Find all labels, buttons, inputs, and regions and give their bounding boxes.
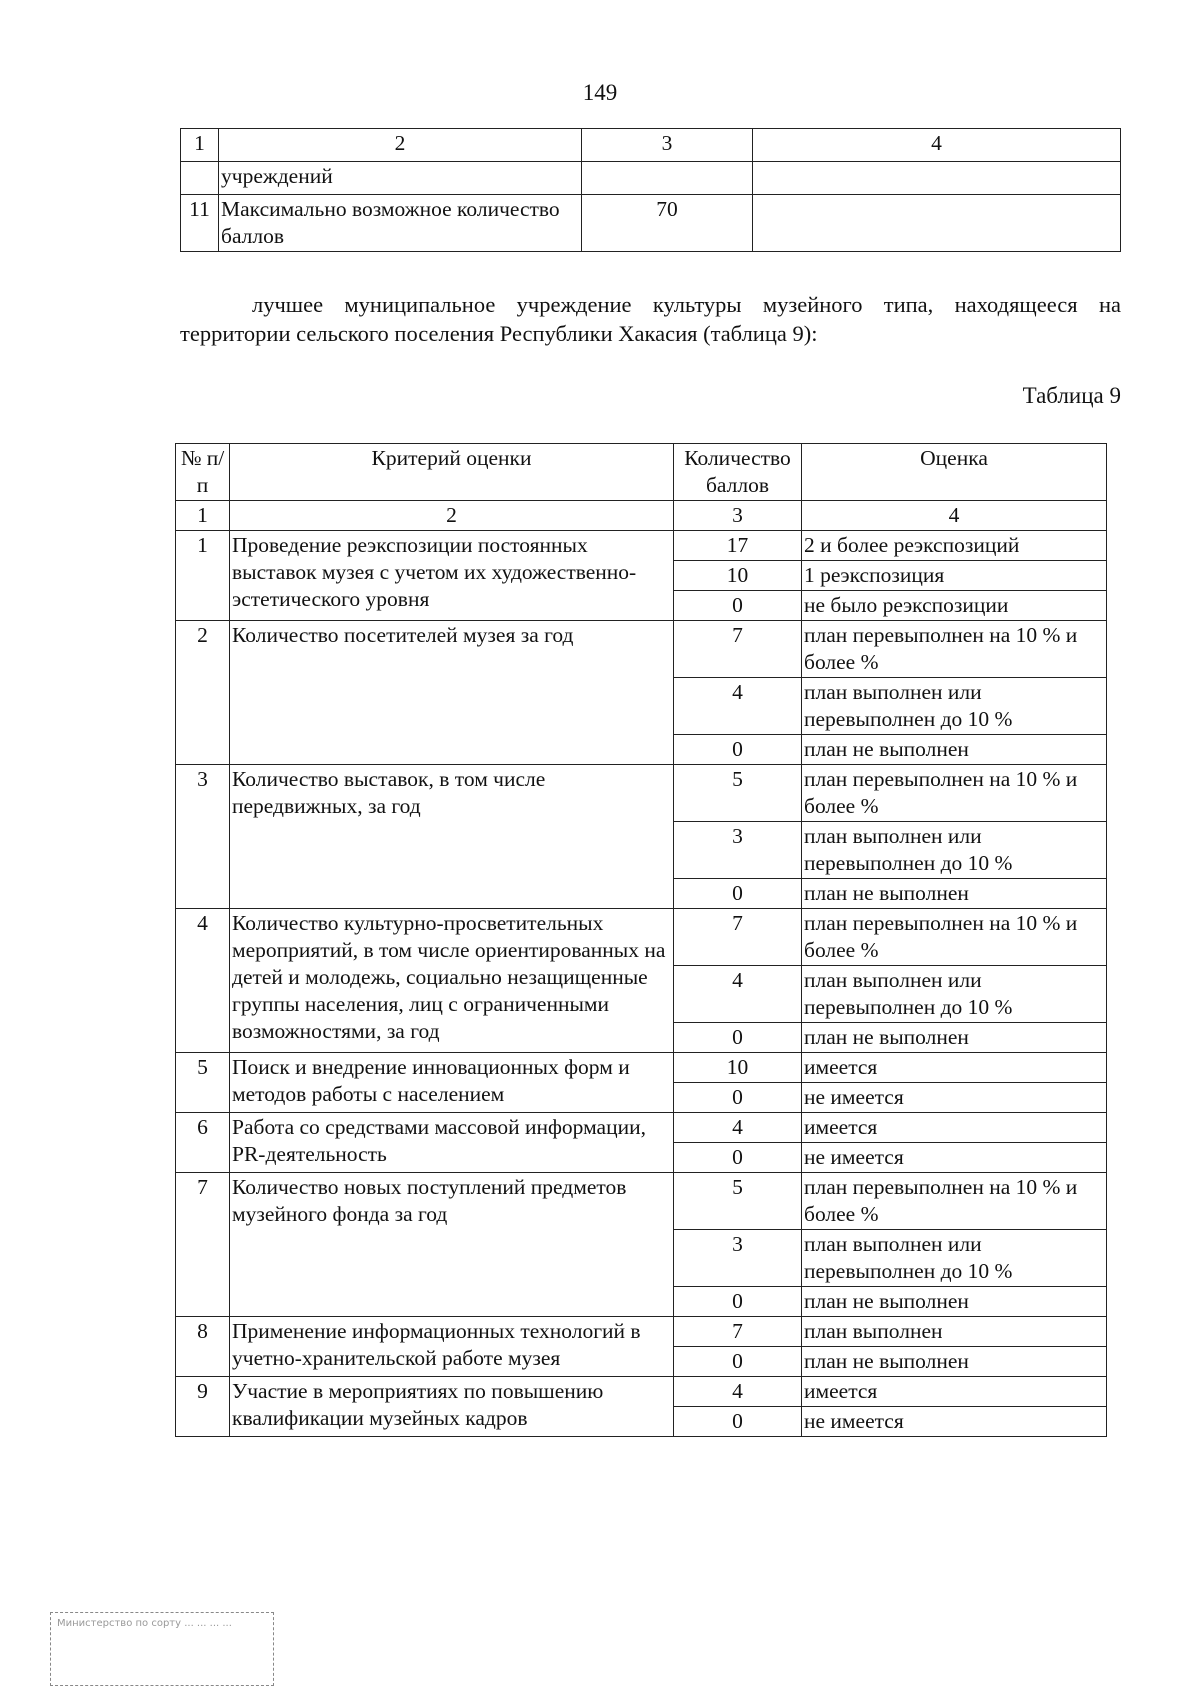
table-row <box>181 195 1121 252</box>
table-header-row <box>176 444 1107 501</box>
table-header-row <box>181 129 1121 162</box>
row-number: 9 <box>176 1377 230 1437</box>
table-row <box>176 621 1107 678</box>
row-number: 2 <box>176 621 230 765</box>
header-points: Количество баллов <box>674 444 802 501</box>
column-number: 4 <box>753 129 1121 162</box>
row-number: 3 <box>176 765 230 909</box>
column-number: 1 <box>181 129 219 162</box>
evaluation-cell: не имеется <box>802 1143 1107 1173</box>
evaluation-cell: не имеется <box>802 1083 1107 1113</box>
points-cell: 0 <box>674 735 802 765</box>
points-cell: 7 <box>674 621 802 678</box>
evaluation-cell: план выполнен или перевыполнен до 10 % <box>802 678 1107 735</box>
table-label: Таблица 9 <box>1022 383 1121 408</box>
points-cell: 5 <box>674 1173 802 1230</box>
header-num: № п/п <box>176 444 230 501</box>
row-number: 7 <box>176 1173 230 1317</box>
table-9-body <box>176 531 1107 1437</box>
points-cell <box>582 162 753 195</box>
evaluation-cell: не имеется <box>802 1407 1107 1437</box>
criterion-cell: Применение информационных технологий в учетно-хранительской работе музея <box>230 1317 674 1377</box>
row-number: 8 <box>176 1317 230 1377</box>
criterion-cell: Максимально возможное количество баллов <box>219 195 582 252</box>
row-number <box>181 162 219 195</box>
points-cell: 4 <box>674 1377 802 1407</box>
criterion-cell: Работа со средствами массовой информации, PR-деятельность <box>230 1113 674 1173</box>
evaluation-cell: план выполнен или перевыполнен до 10 % <box>802 822 1107 879</box>
criterion-cell: Проведение реэкспозиции постоянных выставок музея с учетом их художественно-эстетического уровня <box>230 531 674 621</box>
column-numbers-row <box>176 501 1107 531</box>
criterion-cell: Поиск и внедрение инновационных форм и методов работы с населением <box>230 1053 674 1113</box>
points-cell: 17 <box>674 531 802 561</box>
points-cell: 0 <box>674 1407 802 1437</box>
evaluation-cell: план выполнен <box>802 1317 1107 1347</box>
points-cell: 4 <box>674 678 802 735</box>
evaluation-cell: план не выполнен <box>802 879 1107 909</box>
evaluation-cell: не было реэкспозиции <box>802 591 1107 621</box>
points-cell: 10 <box>674 1053 802 1083</box>
row-number: 1 <box>176 531 230 621</box>
points-cell: 5 <box>674 765 802 822</box>
evaluation-cell: имеется <box>802 1377 1107 1407</box>
evaluation-cell: план перевыполнен на 10 % и более % <box>802 765 1107 822</box>
column-number: 3 <box>674 501 802 531</box>
column-number: 4 <box>802 501 1107 531</box>
evaluation-cell: план выполнен или перевыполнен до 10 % <box>802 966 1107 1023</box>
row-number: 11 <box>181 195 219 252</box>
criterion-cell: Участие в мероприятиях по повышению квалификации музейных кадров <box>230 1377 674 1437</box>
intro-paragraph: лучшее муниципальное учреждение культуры музейного типа, находящееся на территории сельского поселения Республики Хакасия (таблица 9): <box>180 292 1121 346</box>
points-cell: 0 <box>674 1347 802 1377</box>
evaluation-cell <box>753 162 1121 195</box>
evaluation-cell: план не выполнен <box>802 1347 1107 1377</box>
points-cell: 7 <box>674 1317 802 1347</box>
table-row <box>176 909 1107 966</box>
table-row <box>176 1053 1107 1083</box>
evaluation-cell <box>753 195 1121 252</box>
evaluation-cell: план перевыполнен на 10 % и более % <box>802 621 1107 678</box>
evaluation-cell: имеется <box>802 1053 1107 1083</box>
column-number: 2 <box>230 501 674 531</box>
evaluation-cell: план не выполнен <box>802 1287 1107 1317</box>
table-row <box>176 1317 1107 1347</box>
column-number: 3 <box>582 129 753 162</box>
header-criterion: Критерий оценки <box>230 444 674 501</box>
points-cell: 70 <box>582 195 753 252</box>
points-cell: 0 <box>674 591 802 621</box>
column-number: 2 <box>219 129 582 162</box>
evaluation-cell: план перевыполнен на 10 % и более % <box>802 1173 1107 1230</box>
table-row <box>176 531 1107 561</box>
evaluation-cell: план перевыполнен на 10 % и более % <box>802 909 1107 966</box>
table-row <box>176 765 1107 822</box>
stamp-text: Министерство по сорту ... ... ... ... <box>57 1618 232 1629</box>
evaluation-cell: план не выполнен <box>802 735 1107 765</box>
evaluation-cell: 2 и более реэкспозиций <box>802 531 1107 561</box>
column-number: 1 <box>176 501 230 531</box>
criterion-cell: Количество новых поступлений предметов музейного фонда за год <box>230 1173 674 1317</box>
row-number: 5 <box>176 1053 230 1113</box>
table-row <box>176 1113 1107 1143</box>
header-evaluation: Оценка <box>802 444 1107 501</box>
row-number: 6 <box>176 1113 230 1173</box>
points-cell: 0 <box>674 1287 802 1317</box>
criterion-cell: Количество посетителей музея за год <box>230 621 674 765</box>
points-cell: 3 <box>674 1230 802 1287</box>
criterion-cell: Количество культурно-просветительных мероприятий, в том числе ориентированных на детей и молодежь, социально незащищенные группы населения, лиц с ограниченными возможностями, за год <box>230 909 674 1053</box>
points-cell: 4 <box>674 1113 802 1143</box>
points-cell: 0 <box>674 1083 802 1113</box>
evaluation-cell: 1 реэкспозиция <box>802 561 1107 591</box>
table-row <box>181 162 1121 195</box>
evaluation-cell: план выполнен или перевыполнен до 10 % <box>802 1230 1107 1287</box>
points-cell: 0 <box>674 1143 802 1173</box>
evaluation-cell: план не выполнен <box>802 1023 1107 1053</box>
points-cell: 7 <box>674 909 802 966</box>
table-9 <box>175 443 1107 1437</box>
table-row <box>176 1377 1107 1407</box>
points-cell: 4 <box>674 966 802 1023</box>
criterion-cell: Количество выставок, в том числе передвижных, за год <box>230 765 674 909</box>
points-cell: 0 <box>674 879 802 909</box>
points-cell: 0 <box>674 1023 802 1053</box>
row-number: 4 <box>176 909 230 1053</box>
evaluation-cell: имеется <box>802 1113 1107 1143</box>
points-cell: 3 <box>674 822 802 879</box>
continued-table <box>180 128 1121 252</box>
criterion-cell: учреждений <box>219 162 582 195</box>
stamp <box>50 1612 274 1686</box>
points-cell: 10 <box>674 561 802 591</box>
page-number: 149 <box>582 80 618 105</box>
table-row <box>176 1173 1107 1230</box>
